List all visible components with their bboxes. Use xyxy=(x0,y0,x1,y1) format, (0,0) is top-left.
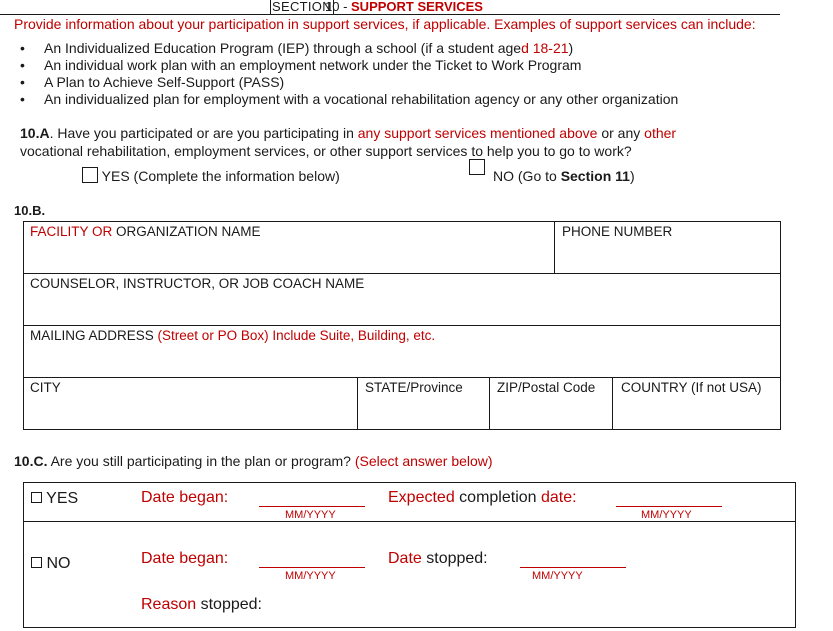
expected-completion-label: Expected completion date: xyxy=(388,489,577,506)
date-began-label: Date began: xyxy=(141,550,229,567)
expected-completion-input[interactable] xyxy=(616,506,722,507)
header-rule xyxy=(0,14,780,15)
list-item: • An Individualized Education Program (IEP) through a school (if a student aged 18-21) xyxy=(20,40,574,56)
col-divider xyxy=(612,377,613,430)
yes-option[interactable] xyxy=(82,167,340,184)
date-began-input[interactable] xyxy=(259,567,365,568)
yes-label: YES (Complete the information below) xyxy=(101,168,340,184)
facility-name-field[interactable]: FACILITY OR ORGANIZATION NAME xyxy=(30,224,261,239)
date-format-hint: MM/YYYY xyxy=(641,509,692,521)
row-divider xyxy=(23,521,796,522)
date-stopped-label: Date stopped: xyxy=(388,550,488,567)
state-field[interactable]: STATE/Province xyxy=(365,380,463,395)
date-format-hint: MM/YYYY xyxy=(285,570,336,582)
no-label: NO (Go to Section 11) xyxy=(493,168,635,184)
col-divider xyxy=(554,221,555,273)
still-yes-label: YES xyxy=(46,490,79,507)
col-divider xyxy=(357,377,358,430)
still-yes-checkbox[interactable] xyxy=(31,492,42,503)
question-10a: 10.A. Have you participated or are you participating in any support services mentioned above or any other vocational rehabilitation, employment services, or other support services to help you to go to work? xyxy=(20,125,677,159)
date-began-label: Date began: xyxy=(141,489,229,506)
section-intro: Provide information about your participation in support services, if applicable. Examples of support services can include: xyxy=(14,16,756,32)
row-divider xyxy=(23,325,781,326)
examples-list xyxy=(20,40,678,108)
still-no-label: NO xyxy=(46,555,71,572)
still-no-option[interactable] xyxy=(31,555,70,573)
date-stopped-input[interactable] xyxy=(520,567,626,568)
row-divider xyxy=(23,273,781,274)
list-item: • An individual work plan with an employment network under the Ticket to Work Program xyxy=(20,57,582,73)
col-divider xyxy=(489,377,490,430)
still-yes-option[interactable] xyxy=(31,490,78,508)
section-number: 10 - xyxy=(325,0,352,14)
reason-stopped-label: Reason stopped: xyxy=(141,596,262,613)
date-format-hint: MM/YYYY xyxy=(285,509,336,521)
no-checkbox[interactable] xyxy=(469,159,485,175)
question-10b-label: 10.B. xyxy=(14,203,46,218)
counselor-name-field[interactable]: COUNSELOR, INSTRUCTOR, OR JOB COACH NAME xyxy=(30,276,365,291)
section-title xyxy=(325,0,483,14)
zip-field[interactable]: ZIP/Postal Code xyxy=(497,380,596,395)
date-format-hint: MM/YYYY xyxy=(532,570,583,582)
section-title-text: SUPPORT SERVICES xyxy=(351,0,483,14)
mailing-address-field[interactable]: MAILING ADDRESS (Street or PO Box) Include Suite, Building, etc. xyxy=(30,328,436,343)
section-word: SECTION xyxy=(272,0,332,14)
country-field[interactable]: COUNTRY (If not USA) xyxy=(621,380,762,395)
still-no-checkbox[interactable] xyxy=(31,557,42,568)
list-item: • An individualized plan for employment with a vocational rehabilitation agency or any other organization xyxy=(20,91,679,107)
yes-checkbox[interactable] xyxy=(82,167,98,183)
row-divider xyxy=(23,377,781,378)
phone-number-field[interactable]: PHONE NUMBER xyxy=(562,224,673,239)
list-item: • A Plan to Achieve Self-Support (PASS) xyxy=(20,74,285,90)
city-field[interactable]: CITY xyxy=(30,380,61,395)
question-10c: 10.C. Are you still participating in the plan or program? (Select answer below) xyxy=(14,453,493,469)
date-began-input[interactable] xyxy=(259,506,365,507)
